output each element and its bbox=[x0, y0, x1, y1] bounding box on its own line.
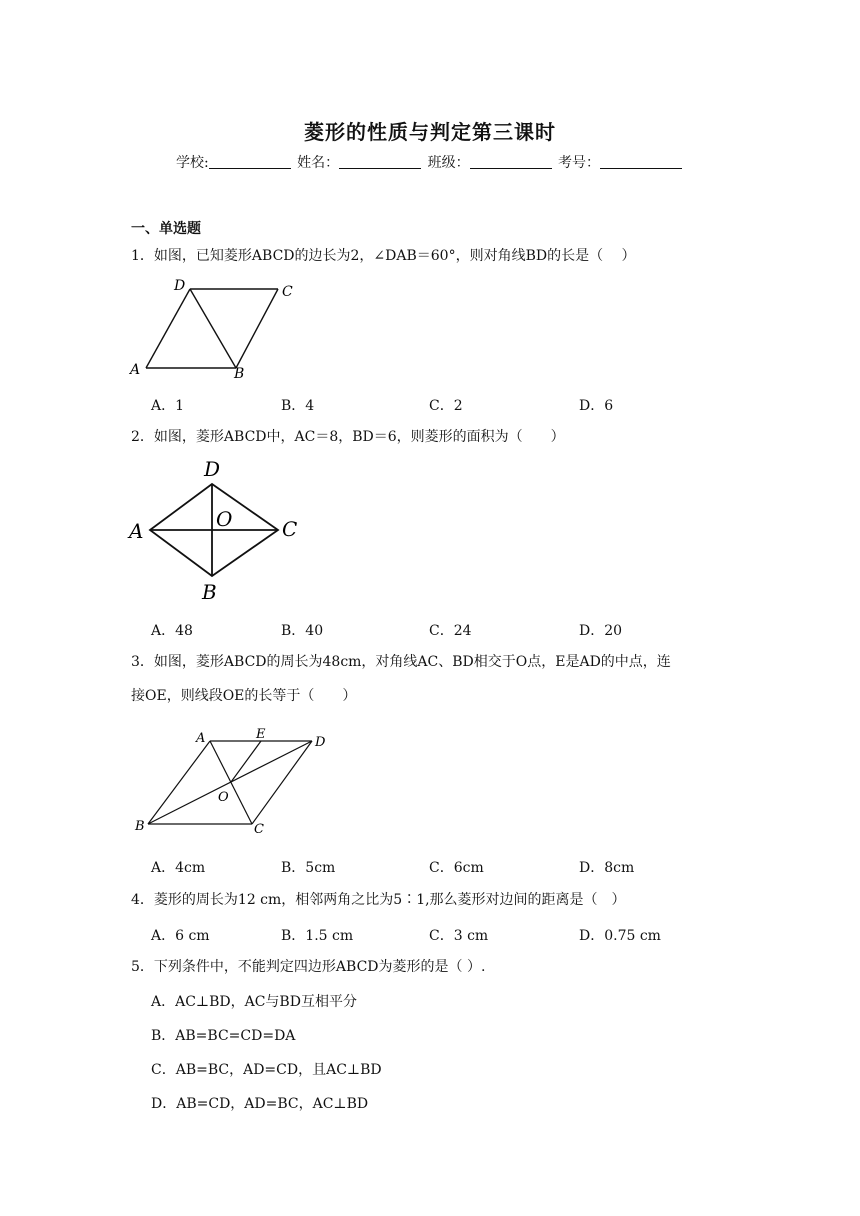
section-heading: 一、单选题 bbox=[131, 221, 201, 237]
q2-option-a: A．48 bbox=[151, 623, 193, 639]
q5-option-b: B．AB=BC=CD=DA bbox=[151, 1028, 296, 1044]
q2-option-c: C．24 bbox=[429, 623, 472, 639]
q1-label-b: B bbox=[234, 366, 245, 380]
class-blank bbox=[470, 154, 552, 169]
q1-label-a: A bbox=[130, 362, 141, 378]
question-1-stem: 1．如图，已知菱形ABCD的边长为2，∠DAB＝60°，则对角线BD的长是（ ） bbox=[131, 248, 636, 264]
name-blank bbox=[339, 154, 421, 169]
q5-option-c: C．AB=BC，AD=CD，且AC⊥BD bbox=[151, 1062, 382, 1078]
q1-option-b: B．4 bbox=[281, 398, 315, 414]
q5-option-d: D．AB=CD，AD=BC，AC⊥BD bbox=[151, 1096, 369, 1112]
q2-label-a: A bbox=[129, 519, 144, 543]
q3-label-d: D bbox=[315, 735, 326, 750]
q2-rhombus-figure bbox=[126, 456, 306, 606]
q3-label-c: C bbox=[254, 822, 264, 837]
q3-rhombus-figure bbox=[130, 724, 340, 840]
q1-rhombus-figure bbox=[126, 276, 296, 380]
q2-label-b: B bbox=[202, 580, 217, 604]
q3-option-c: C．6cm bbox=[429, 860, 484, 876]
q1-label-c: C bbox=[282, 284, 293, 300]
q2-label-o: O bbox=[216, 507, 233, 531]
q4-option-d: D．0.75 cm bbox=[579, 928, 661, 944]
exam-number-label: 考号： bbox=[558, 155, 601, 171]
q2-label-c: C bbox=[282, 517, 298, 541]
class-label: 班级： bbox=[427, 155, 470, 171]
q4-option-a: A．6 cm bbox=[151, 928, 210, 944]
q3-option-b: B．5cm bbox=[281, 860, 336, 876]
q1-option-a: A．1 bbox=[151, 398, 185, 414]
q3-option-d: D．8cm bbox=[579, 860, 635, 876]
name-label: 姓名： bbox=[297, 155, 340, 171]
question-3-stem-line-1: 3．如图，菱形ABCD的周长为48cm，对角线AC、BD相交于O点，E是AD的中点，连 bbox=[131, 654, 671, 670]
question-4-stem: 4．菱形的周长为12 cm，相邻两角之比为5∶1,那么菱形对边间的距离是（ ） bbox=[131, 892, 626, 908]
q4-option-c: C．3 cm bbox=[429, 928, 489, 944]
q1-label-d: D bbox=[174, 278, 186, 294]
school-label: 学校: bbox=[175, 155, 209, 171]
page-title: 菱形的性质与判定第三课时 bbox=[304, 120, 556, 144]
q1-option-c: C．2 bbox=[429, 398, 463, 414]
student-info-line bbox=[0, 152, 860, 172]
q3-label-e: E bbox=[256, 727, 266, 742]
q2-option-d: D．20 bbox=[579, 623, 623, 639]
q3-label-b: B bbox=[135, 819, 145, 834]
exam-number-blank bbox=[600, 154, 682, 169]
q3-label-o: O bbox=[218, 790, 229, 805]
q4-option-b: B．1.5 cm bbox=[281, 928, 354, 944]
q2-option-b: B．40 bbox=[281, 623, 324, 639]
q3-label-a: A bbox=[196, 731, 206, 746]
question-2-stem: 2．如图，菱形ABCD中，AC＝8，BD＝6，则菱形的面积为（ ） bbox=[131, 429, 565, 445]
q1-option-d: D．6 bbox=[579, 398, 614, 414]
school-blank bbox=[209, 154, 291, 169]
q2-label-d: D bbox=[204, 457, 221, 481]
question-3-stem-line-2: 接OE，则线段OE的长等于（ ） bbox=[131, 688, 357, 704]
question-5-stem: 5．下列条件中，不能判定四边形ABCD为菱形的是（ ）. bbox=[131, 959, 486, 975]
q3-option-a: A．4cm bbox=[151, 860, 206, 876]
q5-option-a: A．AC⊥BD，AC与BD互相平分 bbox=[151, 994, 357, 1010]
